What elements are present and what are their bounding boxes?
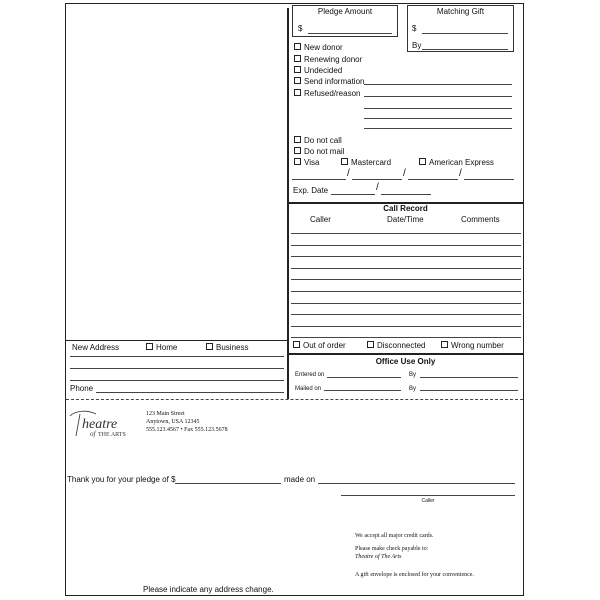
call-record-row-line[interactable] (291, 291, 521, 292)
checkbox-new-donor[interactable] (294, 43, 343, 53)
out-of-order-label: Out of order (303, 341, 346, 350)
mailed-on-line[interactable] (324, 390, 401, 391)
checkbox-icon[interactable] (294, 77, 301, 84)
pledge-amount-label: Pledge Amount (317, 7, 373, 16)
checkbox-icon[interactable] (294, 66, 301, 73)
matching-amount-line (422, 33, 508, 34)
checkbox-business[interactable] (206, 343, 248, 353)
checkbox-icon[interactable] (367, 341, 374, 348)
checkbox-icon[interactable] (294, 89, 301, 96)
card-number-seg-1[interactable] (292, 179, 346, 180)
refused-reason-line-4[interactable] (364, 128, 512, 129)
pledge-amount-box[interactable] (292, 5, 398, 37)
card-number-seg-2[interactable] (352, 179, 402, 180)
card-number-seg-3[interactable] (408, 179, 458, 180)
address-line-2[interactable] (70, 368, 284, 369)
mailed-by-line[interactable] (420, 390, 518, 391)
pledge-dollar-sign: $ (298, 24, 303, 33)
phone-line[interactable] (96, 392, 284, 393)
exp-month-line[interactable] (331, 194, 375, 195)
entered-by-line[interactable] (420, 377, 518, 378)
address-top-divider (66, 340, 287, 341)
refused-reason-line-2[interactable] (364, 108, 512, 109)
checkbox-wrong-number[interactable] (441, 341, 504, 351)
send-information-label: Send information (304, 77, 365, 86)
col-datetime-header: Date/Time (387, 215, 424, 224)
checkbox-icon[interactable] (341, 158, 348, 165)
business-label: Business (216, 343, 249, 352)
phone-label: Phone (70, 384, 94, 393)
svg-text:of: of (90, 430, 96, 438)
call-record-row-line[interactable] (291, 337, 521, 338)
made-on-line[interactable] (318, 483, 515, 484)
call-record-row-line[interactable] (291, 245, 521, 246)
new-donor-label: New donor (304, 43, 343, 52)
office-use-divider (288, 353, 523, 355)
card-slash-1: / (347, 168, 350, 179)
svg-text:heatre: heatre (82, 417, 118, 432)
address-line-1[interactable] (70, 356, 284, 357)
address-change-note: Please indicate any address change. (143, 585, 274, 594)
checkbox-icon[interactable] (294, 43, 301, 50)
undecided-label: Undecided (304, 66, 343, 75)
matching-by-label: By (412, 41, 422, 50)
org-street: 123 Main Street (146, 411, 185, 417)
card-slash-2: / (403, 168, 406, 179)
checkbox-icon[interactable] (294, 158, 301, 165)
matching-by-line (422, 49, 508, 50)
wrong-number-label: Wrong number (451, 341, 504, 350)
exp-year-line[interactable] (381, 194, 431, 195)
col-caller-header: Caller (310, 215, 331, 224)
checkbox-renewing-donor[interactable] (294, 55, 362, 65)
checkbox-do-not-call[interactable] (294, 136, 342, 146)
entered-on-line[interactable] (327, 377, 401, 378)
entered-by-label: By (409, 372, 417, 378)
checkbox-icon[interactable] (294, 55, 301, 62)
org-phone-fax: 555.123.4567 • Fax 555.123.5678 (146, 427, 228, 433)
call-record-row-line[interactable] (291, 256, 521, 257)
send-information-line[interactable] (364, 84, 512, 85)
checkbox-send-information[interactable] (294, 77, 364, 87)
pledge-amount-line (308, 33, 392, 34)
new-address-label: New Address (72, 343, 120, 352)
exp-slash: / (376, 182, 379, 193)
checkbox-out-of-order[interactable] (293, 341, 346, 351)
checkbox-icon[interactable] (206, 343, 213, 350)
address-line-3[interactable] (70, 380, 284, 381)
refused-reason-line-3[interactable] (364, 118, 512, 119)
payee-name: Theatre of The Arts (355, 554, 402, 560)
call-record-row-line[interactable] (291, 303, 521, 304)
pledge-amount-line-receipt[interactable] (175, 483, 281, 484)
credit-cards-note: We accept all major credit cards. (355, 533, 434, 539)
call-record-row-line[interactable] (291, 279, 521, 280)
card-slash-3: / (459, 168, 462, 179)
col-comments-header: Comments (461, 215, 500, 224)
checkbox-home[interactable] (146, 343, 177, 353)
checkbox-icon[interactable] (441, 341, 448, 348)
disconnected-label: Disconnected (377, 341, 426, 350)
mastercard-label: Mastercard (351, 158, 392, 167)
org-city: Anytown, USA 12345 (146, 419, 200, 425)
checkbox-visa[interactable] (294, 158, 319, 168)
exp-date-label: Exp. Date (293, 186, 329, 195)
refused-reason-line-1[interactable] (364, 96, 512, 97)
matching-gift-box[interactable] (407, 5, 514, 52)
office-use-title: Office Use Only (375, 357, 436, 366)
matching-gift-label: Matching Gift (436, 7, 485, 16)
entered-on-label: Entered on (295, 372, 325, 378)
perforation-line (66, 399, 523, 400)
checkbox-icon[interactable] (146, 343, 153, 350)
checkbox-icon[interactable] (293, 341, 300, 348)
checkbox-disconnected[interactable] (367, 341, 425, 351)
check-payable-note: Please make check payable to: (355, 546, 429, 552)
card-number-seg-4[interactable] (464, 179, 514, 180)
thank-you-text: Thank you for your pledge of $ (67, 475, 176, 484)
checkbox-icon[interactable] (294, 136, 301, 143)
home-label: Home (156, 343, 178, 352)
theatre-logo (68, 406, 146, 440)
checkbox-undecided[interactable] (294, 66, 342, 76)
checkbox-american-express[interactable] (419, 158, 494, 168)
checkbox-do-not-mail[interactable] (294, 147, 344, 157)
mailed-on-label: Mailed on (295, 386, 322, 392)
envelope-note: A gift envelope is enclosed for your convenience. (355, 572, 474, 578)
call-record-row-line[interactable] (291, 314, 521, 315)
svg-text:THE ARTS: THE ARTS (98, 432, 126, 438)
matching-dollar-sign: $ (412, 24, 417, 33)
do-not-mail-label: Do not mail (304, 147, 345, 156)
call-record-row-line[interactable] (291, 326, 521, 327)
renewing-donor-label: Renewing donor (304, 55, 363, 64)
visa-label: Visa (304, 158, 320, 167)
call-record-title: Call Record (383, 204, 428, 213)
checkbox-icon[interactable] (419, 158, 426, 165)
call-record-row-line[interactable] (291, 268, 521, 269)
call-record-row-line[interactable] (291, 233, 521, 234)
amex-label: American Express (429, 158, 494, 167)
checkbox-mastercard[interactable] (341, 158, 391, 168)
mailed-by-label: By (409, 386, 417, 392)
made-on-text: made on (284, 475, 316, 484)
checkbox-refused-reason[interactable] (294, 89, 360, 99)
caller-label: Caller (421, 498, 435, 504)
do-not-call-label: Do not call (304, 136, 342, 145)
refused-reason-label: Refused/reason (304, 89, 361, 98)
checkbox-icon[interactable] (294, 147, 301, 154)
